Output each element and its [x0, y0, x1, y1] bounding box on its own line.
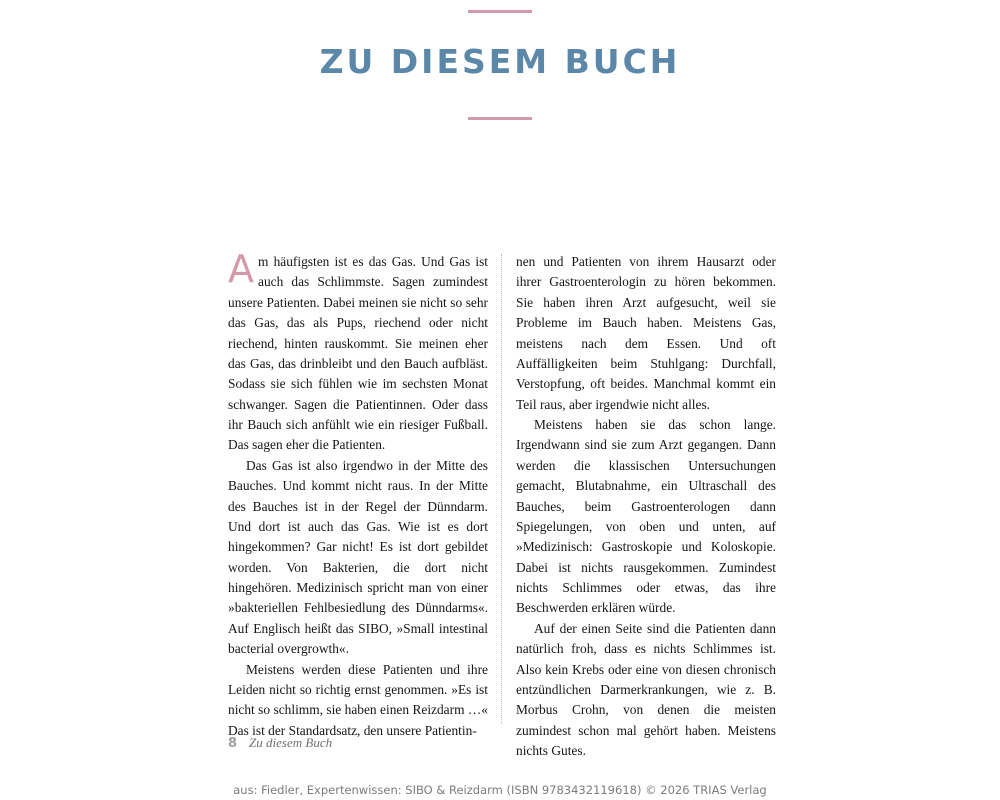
page-title: ZU DIESEM BUCH	[319, 42, 681, 81]
running-head-title: Zu diesem Buch	[249, 735, 333, 750]
paragraph: Auf der einen Seite sind die Patienten dann natürlich froh, dass es nichts Schlimmes ist. Also kein Krebs oder eine von diesen chronisch entzündlichen Darmerkrankungen, wie z. B. Morbus Crohn, von denen die meisten zumindest schon mal gehört haben. Meistens nichts Gutes.	[516, 620, 776, 758]
paragraph	[228, 247, 488, 456]
source-attribution: aus: Fiedler, Expertenwissen: SIBO & Reizdarm (ISBN 9783432119618) © 2026 TRIAS Verlag	[233, 783, 767, 797]
decorative-rule-bottom	[468, 117, 532, 120]
decorative-rule-top	[468, 10, 532, 13]
drop-cap: A	[228, 247, 254, 291]
paragraph: Meistens haben sie das schon lange. Irgendwann sind sie zum Arzt gegangen. Dann werden die klassischen Untersuchungen gemacht, Blutabnahme, ein Ultraschall des Bauches, beim Gastroenterologen dann Spiegelungen, von oben und unten, auf »Medizinisch: Gastroskopie und Koloskopie. Dabei ist nichts rausgekommen. Zumindest nichts Schlimmes oder etwas, das ihre Beschwerden erklären würde.	[516, 417, 776, 616]
body-columns	[228, 247, 776, 761]
column-right	[516, 252, 776, 761]
page-footer-folio	[228, 735, 332, 751]
page-number: 8	[228, 736, 238, 751]
paragraph: nen und Patienten von ihrem Hausarzt oder ihrer Gastroenterologin zu hören bekommen. Sie haben ihren Arzt aufgesucht, weil sie Probleme im Bauch haben. Meistens Gas, meistens nach dem Essen. Und oft Auffälligkeiten beim Stuhlgang: Durchfall, Verstopfung, oft beides. Manchmal kommt ein Teil raus, aber irgendwie nicht alles.	[516, 254, 776, 412]
column-left	[228, 247, 488, 761]
paragraph-text: m häufigsten ist es das Gas. Und Gas ist auch das Schlimmste. Sagen zumindest unsere Patienten. Dabei meinen sie nicht so sehr das Gas, das als Pups, riechend oder nicht riechend, hinten rauskommt. Sie meinen eher das Gas, das drinbleibt und den Bauch aufbläst. Sodass sie sich fühlen wie im sechsten Monat schwanger. Sagen die Patientinnen. Oder dass ihr Bauch sich anfühlt wie ein riesiger Fußball. Das sagen eher die Patienten.	[228, 254, 488, 453]
paragraph: Meistens werden diese Patienten und ihre Leiden nicht so richtig ernst genommen. »Es ist nicht so schlimm, sie haben einen Reizdarm …« Das ist der Standardsatz, den unsere Patientin-	[228, 661, 488, 738]
paragraph: Das Gas ist also irgendwo in der Mitte des Bauches. Und kommt nicht raus. In der Mitte des Bauches ist in der Regel der Dünndarm. Und dort ist auch das Gas. Wie ist es dort hingekommen? Gar nicht! Es ist dort gebildet worden. Von Bakterien, die dort nicht hingehören. Medizinisch spricht man von einer »bakteriellen Fehlbesiedlung des Dünndarms«. Auf Englisch heißt das SIBO, »Small intestinal bacterial overgrowth«.	[228, 457, 488, 657]
